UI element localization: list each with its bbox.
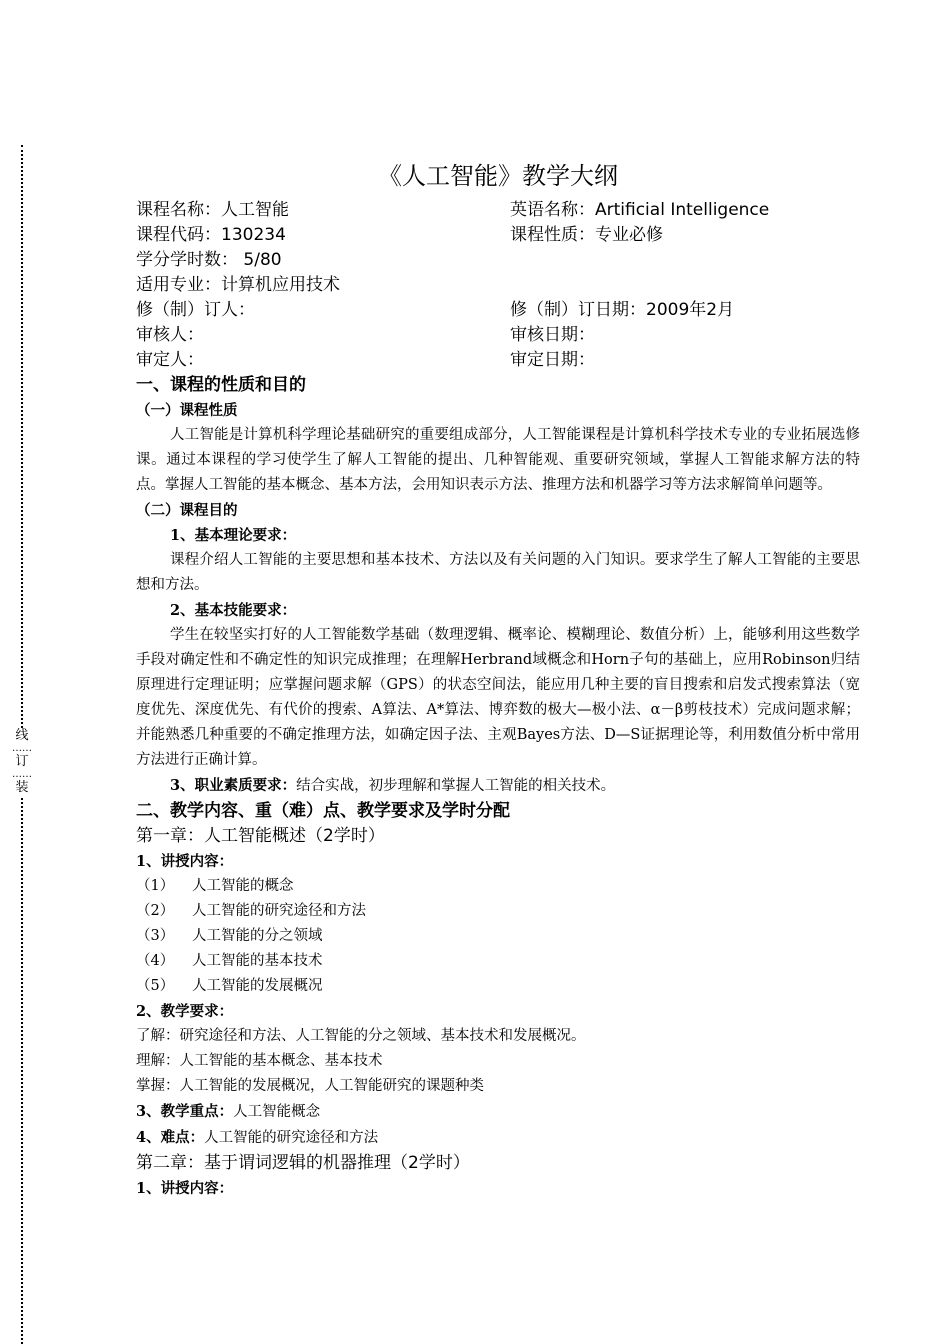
quality-req-text: 结合实战，初步理解和掌握人工智能的相关技术。 <box>296 778 616 794</box>
section2-heading: 二、教学内容、重（难）点、教学要求及学时分配 <box>136 801 510 821</box>
skill-req-heading: 2、基本技能要求： <box>170 602 297 619</box>
approve-date: 审定日期： <box>510 350 595 370</box>
chapter1-req-heading: 2、教学要求： <box>136 1003 234 1020</box>
credits: 学分学时数： 5/80 <box>136 250 282 270</box>
item-number: （4） <box>136 953 175 969</box>
list-item <box>136 899 860 924</box>
revise-date: 修（制）订日期：2009年2月 <box>510 300 735 320</box>
list-item <box>136 874 860 899</box>
info-row <box>136 273 860 298</box>
item-text: 人工智能的分之领域 <box>192 928 323 944</box>
binding-dots: …… <box>12 743 32 754</box>
info-row <box>136 198 860 223</box>
binding-marks <box>10 728 34 796</box>
chapter2-content-heading: 1、讲授内容： <box>136 1180 234 1197</box>
english-name: 英语名称：Artificial Intelligence <box>510 200 770 220</box>
page-title: 《人工智能》教学大纲 <box>378 162 618 190</box>
item-number: （1） <box>136 878 175 894</box>
course-name: 课程名称：人工智能 <box>136 200 289 220</box>
item-number: （3） <box>136 928 175 944</box>
item-text: 人工智能的概念 <box>192 878 294 894</box>
binding-mark-zhuang: 装 <box>15 780 29 795</box>
syllabus-page <box>136 158 860 1201</box>
key-point <box>136 1099 860 1125</box>
chapter1-title: 第一章：人工智能概述（2学时） <box>136 826 385 846</box>
info-row <box>136 348 860 373</box>
understand-text: 了解：研究途径和方法、人工智能的分之领域、基本技术和发展概况。 <box>136 1028 586 1044</box>
list-item <box>136 949 860 974</box>
approver: 审定人： <box>136 350 204 370</box>
skill-req-text: 学生在较坚实打好的人工智能数学基础（数理逻辑、概率论、模糊理论、数值分析）上，能够利用这些数学手段对确定性和不确定性的知识完成推理；在理解Herbrand域概念和Horn子句的基础上，应用Robinson归结原理进行定理证明；应掌握问题求解（GPS）的状态空间法，能应用几种主要的盲目搜索和启发式搜索算法（宽度优先、深度优先、有代价的搜索、A算法、A*算法、博弈数的极大—极小法、α－β剪枝技术）完成问题求解；并能熟悉几种重要的不确定推理方法，如确定因子法、主观Bayes方法、D—S证据理论等，利用数值分析中常用方法进行正确计算。 <box>136 627 860 768</box>
info-row <box>136 298 860 323</box>
difficult-point <box>136 1125 860 1151</box>
item-text: 人工智能的发展概况 <box>192 978 323 994</box>
key-point-label: 3、教学重点： <box>136 1103 234 1120</box>
section1-heading: 一、课程的性质和目的 <box>136 375 306 395</box>
difficult-point-label: 4、难点： <box>136 1129 205 1146</box>
comprehend-text: 理解：人工智能的基本概念、基本技术 <box>136 1053 383 1069</box>
item-text: 人工智能的研究途径和方法 <box>192 903 366 919</box>
item-number: （2） <box>136 903 175 919</box>
difficult-point-text: 人工智能的研究途径和方法 <box>204 1130 379 1146</box>
sub1-heading: （一）课程性质 <box>136 402 238 419</box>
theory-req-text: 课程介绍人工智能的主要思想和基本技术、方法以及有关问题的入门知识。要求学生了解人工智能的主要思想和方法。 <box>136 552 860 593</box>
binding-mark-ding: 订 <box>15 754 29 769</box>
item-text: 人工智能的基本技术 <box>192 953 323 969</box>
course-nature-text: 人工智能是计算机科学理论基础研究的重要组成部分，人工智能课程是计算机科学技术专业的专业拓展选修课。通过本课程的学习使学生了解人工智能的提出、几种智能观、重要研究领域，掌握人工智能求解方法的特点。掌握人工智能的基本概念、基本方法，会用知识表示方法、推理方法和机器学习等方法求解简单问题等。 <box>136 427 860 493</box>
auditor: 审核人： <box>136 325 204 345</box>
chapter2-title: 第二章：基于谓词逻辑的机器推理（2学时） <box>136 1153 470 1173</box>
list-item <box>136 974 860 999</box>
chapter1-content-heading: 1、讲授内容： <box>136 853 234 870</box>
key-point-text: 人工智能概念 <box>233 1104 321 1120</box>
info-row <box>136 323 860 348</box>
binding-dots: …… <box>12 769 32 780</box>
theory-req-heading: 1、基本理论要求： <box>170 527 297 544</box>
quality-req <box>136 773 860 799</box>
list-item <box>136 924 860 949</box>
reviser: 修（制）订人： <box>136 300 255 320</box>
binding-mark-xian: 线 <box>15 728 29 743</box>
item-number: （5） <box>136 978 175 994</box>
audit-date: 审核日期： <box>510 325 595 345</box>
course-code: 课程代码：130234 <box>136 225 286 245</box>
course-nature: 课程性质：专业必修 <box>510 225 663 245</box>
sub2-heading: （二）课程目的 <box>136 502 238 519</box>
info-row <box>136 223 860 248</box>
quality-req-heading: 3、职业素质要求： <box>170 777 297 794</box>
info-row <box>136 248 860 273</box>
major: 适用专业：计算机应用技术 <box>136 275 340 295</box>
master-text: 掌握：人工智能的发展概况，人工智能研究的课题种类 <box>136 1078 484 1094</box>
